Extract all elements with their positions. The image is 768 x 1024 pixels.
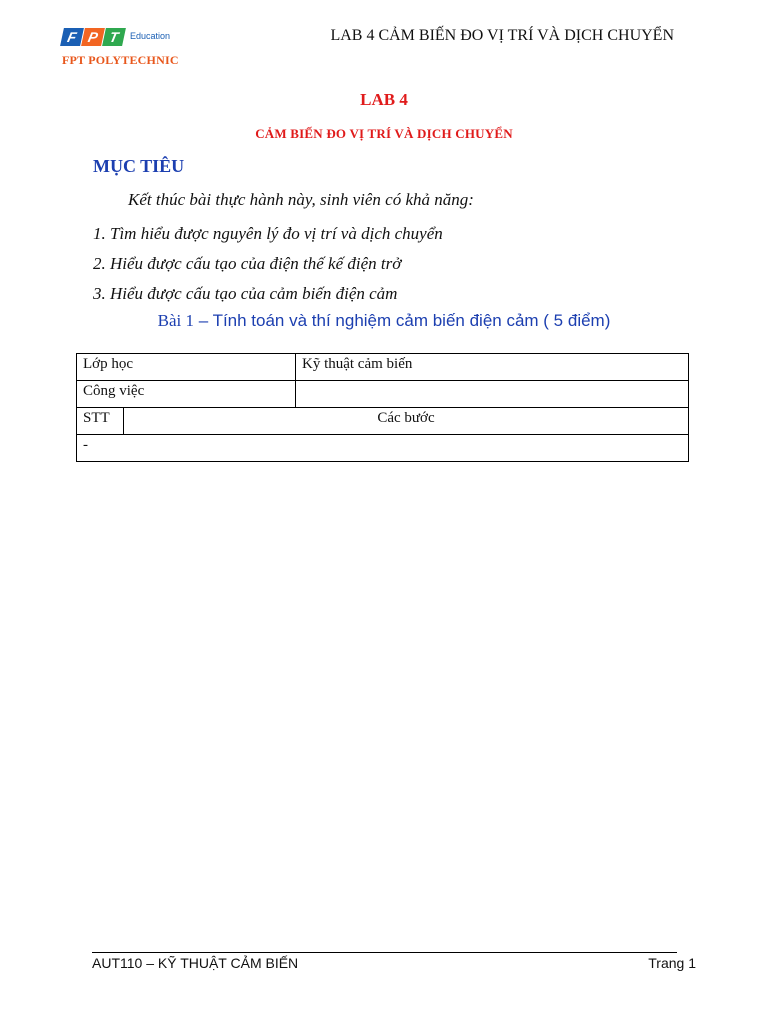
logo-tile-p: P bbox=[81, 28, 105, 46]
stt-header-cell: STT bbox=[77, 408, 124, 435]
objectives-heading: MỤC TIÊU bbox=[93, 156, 185, 176]
task-label-cell: Công việc bbox=[77, 381, 296, 408]
class-label-cell: Lớp học bbox=[77, 354, 296, 381]
fpt-logo-tiles bbox=[62, 28, 125, 46]
lab-subtitle: CẢM BIẾN ĐO VỊ TRÍ VÀ DỊCH CHUYỂN bbox=[255, 126, 513, 141]
dash-cell: - bbox=[77, 435, 689, 462]
exercise-heading bbox=[0, 311, 768, 331]
objective-item-2: 2. Hiểu được cấu tạo của điện thế kế điện trở bbox=[93, 254, 402, 273]
footer-course: AUT110 – KỸ THUẬT CẢM BIẾN bbox=[92, 955, 299, 971]
objective-item-1: 1. Tìm hiểu được nguyên lý đo vị trí và dịch chuyển bbox=[93, 224, 443, 243]
logo-tile-f: F bbox=[60, 28, 84, 46]
exercise-number: Bài 1 bbox=[157, 311, 194, 330]
table-row-steps-header bbox=[77, 408, 689, 435]
table-row-class bbox=[77, 354, 689, 381]
footer-divider bbox=[92, 952, 677, 953]
table-row-dash bbox=[77, 435, 689, 462]
objective-item-3: 3. Hiểu được cấu tạo của cảm biến điện cảm bbox=[93, 284, 398, 303]
header-title: LAB 4 CẢM BIẾN ĐO VỊ TRÍ VÀ DỊCH CHUYỂN bbox=[330, 27, 674, 44]
exercise-title: – Tính toán và thí nghiệm cảm biến điện cảm ( 5 điểm) bbox=[193, 311, 611, 330]
info-table bbox=[76, 353, 689, 462]
table-row-task bbox=[77, 381, 689, 408]
footer-page-number: Trang 1 bbox=[648, 955, 696, 971]
class-value-cell: Kỹ thuật cảm biến bbox=[295, 354, 688, 381]
task-value-cell bbox=[295, 381, 688, 408]
logo-tile-t: T bbox=[102, 28, 126, 46]
steps-header-cell: Các bước bbox=[124, 408, 689, 435]
logo-polytechnic-text: FPT POLYTECHNIC bbox=[62, 53, 179, 67]
fpt-polytechnic-logo bbox=[62, 26, 202, 70]
lab-title: LAB 4 bbox=[360, 90, 408, 109]
logo-education-text: Education bbox=[130, 31, 171, 41]
objectives-intro: Kết thúc bài thực hành này, sinh viên có khả năng: bbox=[128, 190, 474, 209]
